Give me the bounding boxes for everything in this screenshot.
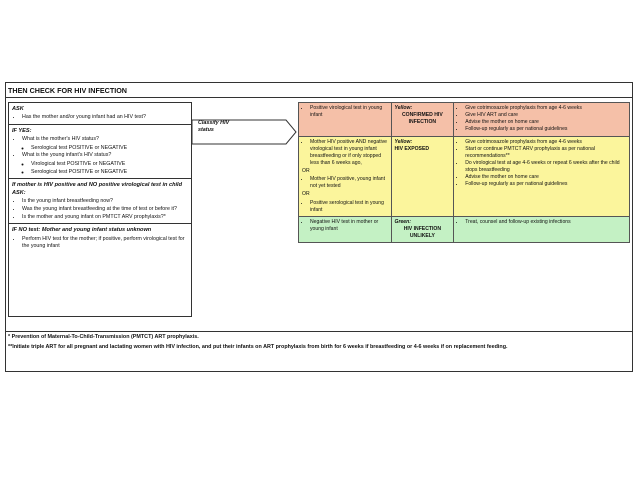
- treatment-item: • Give cotrimoxazole prophylaxis from age 4-6 weeks: [465, 139, 626, 146]
- if-yes-subitem: ◦ Virological test POSITIVE or NEGATIVE: [31, 161, 188, 169]
- if-yes-subitem: ◦ Serological test POSITIVE or NEGATIVE: [31, 169, 188, 177]
- if-yes-item: [22, 136, 188, 152]
- no-test-section: [9, 224, 191, 252]
- treatment-cell: [454, 136, 630, 216]
- positive-mother-item: • Is the young infant breastfeeding now?: [22, 198, 188, 206]
- sign-item: • Mother HIV positive, young infant not yet tested: [310, 176, 388, 190]
- treatment-item: • Give cotrimoxazole prophylaxis from age 4-6 weeks: [465, 105, 626, 112]
- classification-table: [298, 102, 630, 243]
- sign-item: • Positive serological test in young infant: [310, 200, 388, 214]
- classification-row-exposed: [299, 136, 630, 216]
- classification-cell: [391, 103, 454, 137]
- signs-cell: [299, 216, 392, 242]
- treatment-item: • Follow-up regularly as per national guidelines: [465, 126, 626, 133]
- if-yes-title: IF YES:: [12, 127, 32, 134]
- positive-mother-item: • Is the mother and young infant on PMTCT ARV prophylaxis?*: [22, 214, 188, 222]
- or-label: OR: [302, 191, 310, 198]
- footnote-divider: [5, 331, 633, 332]
- treatment-item: • Do virological test at age 4-6 weeks or repeat 6 weeks after the child stops breastfeeding: [465, 160, 626, 174]
- treatment-cell: [454, 216, 630, 242]
- assessment-panel: [8, 102, 192, 317]
- treatment-item: • Advise the mother on home care: [465, 119, 626, 126]
- classification-name: HIV INFECTION UNLIKELY: [403, 225, 442, 239]
- treatment-item: • Follow-up regularly as per national guidelines: [465, 181, 626, 188]
- classification-name: CONFIRMED HIV INFECTION: [401, 112, 443, 126]
- no-test-item: • Perform HIV test for the mother; if positive, perform virological test for the young infant: [22, 236, 188, 251]
- positive-mother-title: If mother is HIV positive and NO positive virological test in child ASK:: [12, 182, 183, 197]
- ask-title: ASK: [12, 106, 24, 112]
- positive-mother-item: • Was the young infant breastfeeding at the time of test or before it?: [22, 206, 188, 214]
- classification-color-label: Green:: [394, 218, 411, 225]
- if-yes-item: [22, 152, 188, 176]
- heading-divider: [5, 97, 633, 98]
- classify-label: Classify HIV status: [198, 120, 230, 133]
- classification-cell: [391, 216, 454, 242]
- classification-row-unlikely: [299, 216, 630, 242]
- ask-item: • Has the mother and/or young infant had an HIV test?: [22, 114, 188, 122]
- classification-color-label: Yellow:: [394, 105, 413, 111]
- no-test-title: IF NO test: Mother and young infant status unknown: [12, 227, 152, 234]
- treatment-cell: [454, 103, 630, 137]
- if-yes-item-text: What is the young infant's HIV status?: [22, 152, 112, 159]
- treatment-item: • Advise the mother on home care: [465, 174, 626, 181]
- sign-item: • Mother HIV positive AND negative virological test in young infant breastfeeding or if only stopped less than 6 weeks ago,: [310, 139, 388, 168]
- treatment-item: • Give HIV ART and care: [465, 112, 626, 119]
- treatment-item: • Start or continue PMTCT ARV prophylaxis as per national recommendations**: [465, 146, 626, 160]
- sign-item: • Negative HIV test in mother or young infant: [310, 219, 388, 233]
- section-heading: THEN CHECK FOR HIV INFECTION: [8, 86, 127, 95]
- footnote-pmtct: * Prevention of Maternal-To-Child-Transmission (PMTCT) ART prophylaxis.: [8, 334, 199, 340]
- or-label: OR: [302, 168, 310, 174]
- if-yes-section: [9, 125, 191, 178]
- classification-row-confirmed: [299, 103, 630, 137]
- if-yes-subitem: ◦ Serological test POSITIVE or NEGATIVE: [31, 145, 188, 153]
- classification-name: HIV EXPOSED: [394, 145, 430, 152]
- ask-section: [9, 103, 191, 124]
- signs-cell: [299, 136, 392, 216]
- signs-cell: [299, 103, 392, 137]
- sign-item: • Positive virological test in young infant: [310, 105, 388, 119]
- classification-color-label: Yellow:: [394, 138, 413, 145]
- if-yes-item-text: What is the mother's HIV status?: [22, 135, 99, 142]
- positive-mother-section: [9, 179, 191, 223]
- footnote-art: **Initiate triple ART for all pregnant and lactating women with HIV infection, and put their infants on ART prophylaxis from birth for 6 weeks if breastfeeding or 4-6 weeks if on replacement feeding.: [8, 344, 508, 350]
- treatment-item: • Treat, counsel and follow-up existing infections: [465, 219, 626, 226]
- classification-cell: [391, 136, 454, 216]
